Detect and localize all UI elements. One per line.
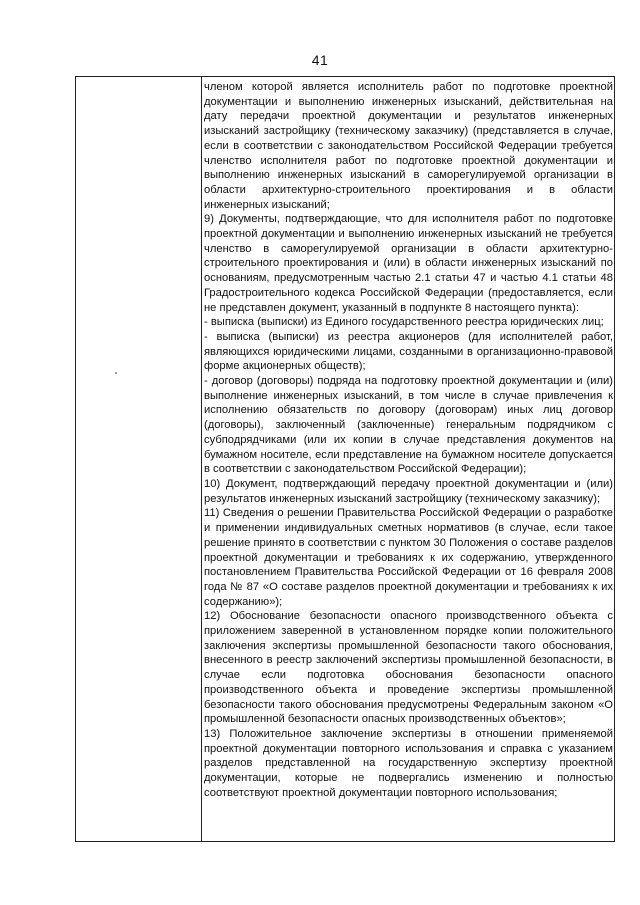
page-number: 41 bbox=[311, 52, 329, 68]
paragraph-item-12: 12) Обоснование безопасности опасного производственного объекта с приложением заверенной в установленном порядке копии положительного заключения экспертизы промышленной безопасности такого обоснования, внесенного в реестр заключений экспертизы промышленной безопасности, в случае если подготовка обоснования безопасности опасного производственного объекта и проведение экспертизы промышленной безопасности такого обоснования предусмотрены Федеральным законом «О промышленной безопасности опасных производственных объектов»; bbox=[204, 610, 613, 726]
paragraph-egrul-extract: - выписка (выписки) из Единого государственного реестра юридических лиц; bbox=[204, 316, 604, 329]
left-column-cell bbox=[115, 372, 117, 374]
paragraph-item-10: 10) Документ, подтверждающий передачу проектной документации и (или) результатов инженерных изысканий застройщику (техническому заказчику); bbox=[204, 477, 613, 505]
paragraph-item-11: 11) Сведения о решении Правительства Российской Федерации о разработке и применении индивидуальных сметных нормативов (в случае, если такое решение принято в соответствии с пунктом 30 Положения о составе разделов проектной документации и требованиях к их содержанию, утвержденного постановлением Правительства Российской Федерации от 16 февраля 2008 года № 87 «О составе разделов проектной документации и требованиях к их содержанию»); bbox=[204, 507, 613, 608]
paragraph-membership-continuation: членом которой является исполнитель работ по подготовке проектной документации и выполнению инженерных изысканий, действительная на дату передачи проектной документации и результатов инженерных изысканий застройщику (техническому заказчику) (представляется в случае, если в соответствии с законодательством Российской Федерации требуется членство исполнителя работ по подготовке проектной документации и выполнению инженерных изысканий в саморегулируемой организации в области архитектурно-строительного проектирования и в области инженерных изысканий; bbox=[204, 81, 613, 211]
column-divider bbox=[201, 77, 202, 841]
right-column-cell bbox=[204, 80, 613, 800]
document-table bbox=[75, 76, 615, 842]
paragraph-contracts: - договор (договоры) подряда на подготовку проектной документации и (или) выполнение инженерных изысканий, в том числе в случае привлечения к исполнению обязательств по договору (договорам) иных лиц договор (договоры), заключенный (заключенные) генеральным подрядчиком с субподрядчиками (или их копии в случае представления документов на бумажном носителе, если представление на бумажном носителе допускается в соответствии с законодательством Российской Федерации); bbox=[204, 375, 613, 476]
paragraph-shareholder-extract: - выписка (выписки) из реестра акционеров (для исполнителей работ, являющихся юридическими лицами, созданными в организационно-правовой форме акционерных обществ); bbox=[204, 330, 613, 373]
paragraph-item-9: 9) Документы, подтверждающие, что для исполнителя работ по подготовке проектной документации и выполнению инженерных изысканий не требуется членство в саморегулируемой организации в области архитектурно-строительного проектирования и (или) в области инженерных изысканий по основаниям, предусмотренным частью 2.1 статьи 47 и частью 4.1 статьи 48 Градостроительного кодекса Российской Федерации (предоставляется, если не представлен документ, указанный в подпункте 8 настоящего пункта): bbox=[204, 213, 613, 314]
paragraph-item-13: 13) Положительное заключение экспертизы в отношении применяемой проектной документации повторного использования и справка с указанием разделов представленной на государственную экспертизу проектной документации, которые не подвергались изменению и полностью соответствуют проектной документации повторного использования; bbox=[204, 727, 613, 799]
